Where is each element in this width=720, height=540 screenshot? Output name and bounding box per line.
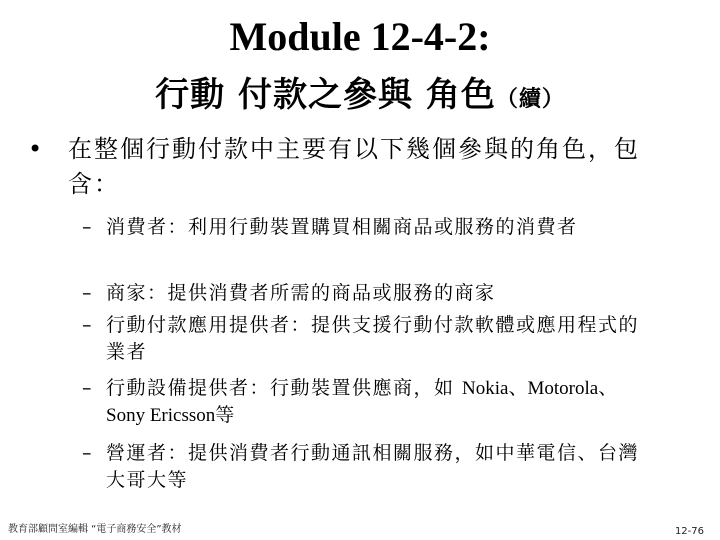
- item-text: 商家：提供消費者所需的商品或服務的商家: [106, 282, 496, 304]
- dash-marker: –: [82, 442, 93, 464]
- dash-marker: –: [82, 216, 93, 238]
- item-text: 行動付款應用提供者：提供支援行動付款軟體或應用程式的業者: [106, 314, 640, 363]
- dash-marker: –: [82, 282, 93, 304]
- subtitle-suffix: （續）: [495, 87, 565, 112]
- item-text: 營運者：提供消費者行動通訊相關服務，如中華電信、台灣大哥大等: [106, 442, 640, 491]
- bullet-marker: •: [28, 135, 45, 163]
- page-number: 12-76: [674, 526, 704, 537]
- item-text-b: Nokia、Motorola、Sony Ericsson: [106, 378, 618, 426]
- subtitle-main: 行動 付款之參與 角色: [155, 75, 496, 115]
- slide-subtitle: [0, 72, 720, 123]
- item-text-c: 等: [215, 404, 236, 426]
- dash-marker: –: [82, 314, 93, 336]
- item-text-a: 行動設備提供者：行動裝置供應商，如: [106, 377, 463, 399]
- footer-credit: 教育部顧問室編輯 “電子商務安全”教材: [8, 524, 182, 535]
- item-text: 消費者：利用行動裝置購買相關商品或服務的消費者: [106, 216, 578, 238]
- slide-title: Module 12-4-2:: [229, 14, 491, 59]
- bullet-text: 在整個行動付款中主要有以下幾個參與的角色，包含：: [68, 135, 640, 198]
- item-text: [106, 375, 646, 429]
- dash-marker: –: [82, 377, 93, 399]
